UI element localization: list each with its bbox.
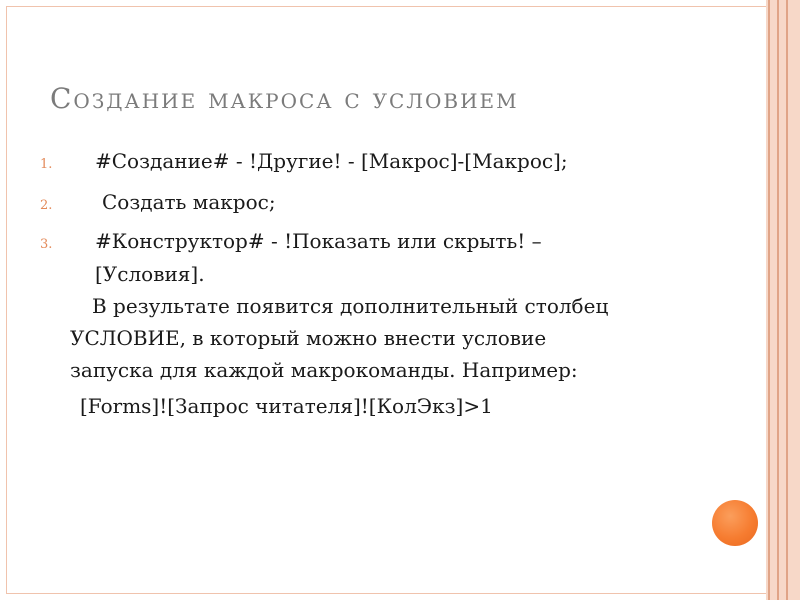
paragraph-line: В результате появится дополнительный столбец bbox=[92, 294, 609, 318]
example-condition: [Forms]![Запрос читателя]![КолЭкз]>1 bbox=[80, 394, 493, 418]
right-decorative-band bbox=[766, 0, 800, 600]
frame-top-border bbox=[6, 6, 794, 7]
frame-bottom-border bbox=[6, 593, 766, 594]
list-number: 1. bbox=[40, 157, 53, 172]
paragraph-line: УСЛОВИЕ, в который можно внести условие bbox=[70, 326, 547, 350]
list-item-text: #Создание# - !Другие! - [Макрос]-[Макрос]; bbox=[95, 149, 568, 173]
list-number: 3. bbox=[40, 237, 53, 252]
list-number: 2. bbox=[40, 198, 53, 213]
result-paragraph bbox=[70, 290, 670, 386]
slide-title: Создание макроса с условием bbox=[50, 82, 519, 115]
right-band-stripe bbox=[768, 0, 770, 600]
orange-circle-decoration bbox=[712, 500, 758, 546]
frame-left-border bbox=[6, 6, 7, 594]
list-item-text: #Конструктор# - !Показать или скрыть! – bbox=[95, 229, 542, 253]
list-item-text-continuation: [Условия]. bbox=[95, 262, 205, 286]
paragraph-line: запуска для каждой макрокоманды. Например: bbox=[70, 358, 578, 382]
right-band-stripe bbox=[777, 0, 779, 600]
right-band-stripe bbox=[786, 0, 788, 600]
list-item-text: Создать макрос; bbox=[102, 190, 276, 214]
